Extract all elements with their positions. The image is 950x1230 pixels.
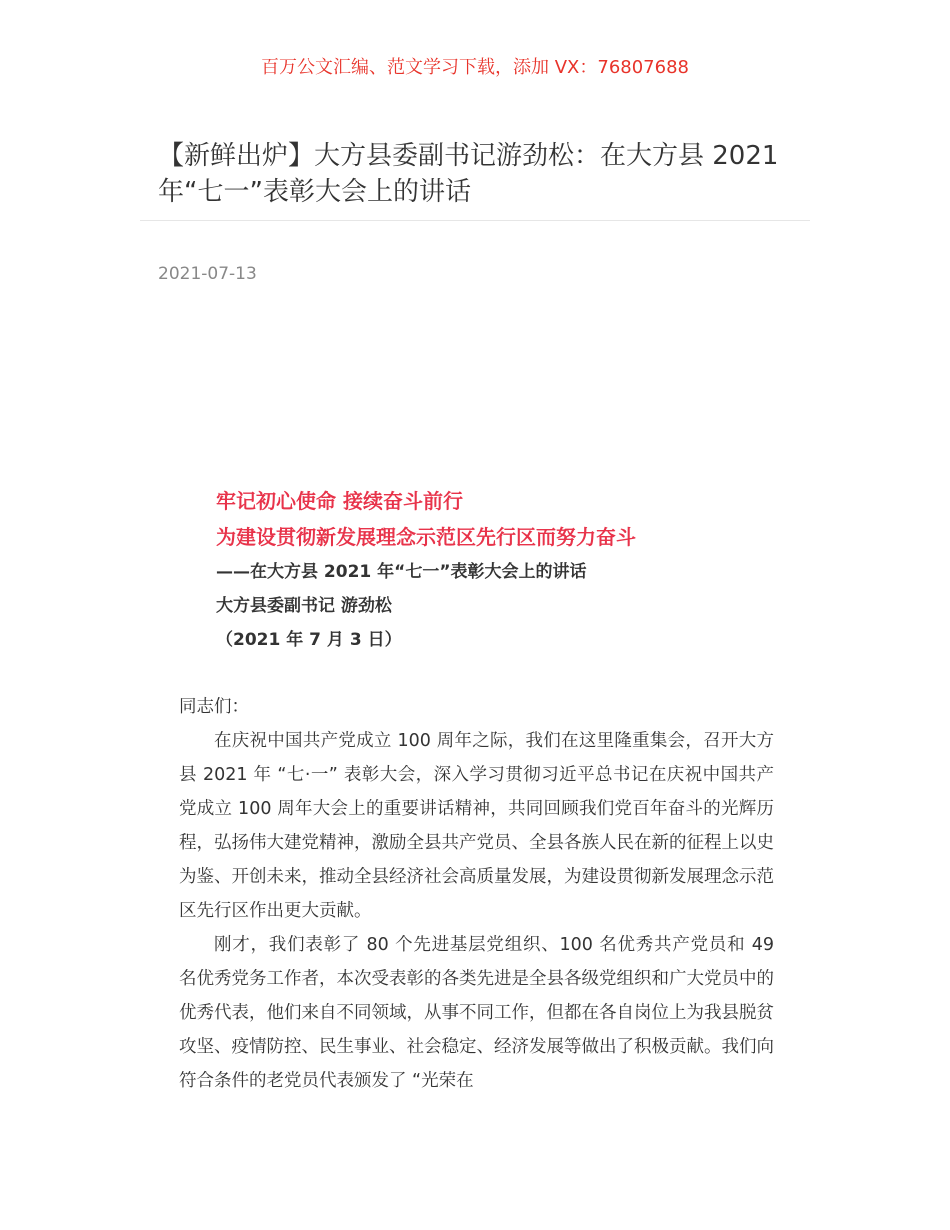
speech-header <box>216 483 816 657</box>
article-title: 【新鲜出炉】大方县委副书记游劲松：在大方县 2021 年“七一”表彰大会上的讲话 <box>158 141 779 207</box>
speech-headline-2: 为建设贯彻新发展理念示范区先行区而努力奋斗 <box>216 525 636 549</box>
speech-subtitle: ——在大方县 2021 年“七一”表彰大会上的讲话 <box>216 562 587 582</box>
speech-body <box>179 690 774 1098</box>
body-paragraph: 刚才，我们表彰了 80 个先进基层党组织、100 名优秀共产党员和 49 名优秀党务工作者，本次受表彰的各类先进是全县各级党组织和广大党员中的优秀代表，他们来自不同领域，从事不同工作，但都在各自岗位上为我县脱贫攻坚、疫情防控、民生事业、社会稳定、经济发展等做出了积极贡献。我们向符合条件的老党员代表颁发了 “光荣在 <box>179 935 774 1091</box>
speech-headline-1: 牢记初心使命 接续奋斗前行 <box>216 489 463 513</box>
speech-date: （2021 年 7 月 3 日） <box>216 630 402 650</box>
promo-banner: 百万公文汇编、范文学习下载，添加 VX：76807688 <box>261 57 689 78</box>
salutation: 同志们： <box>179 697 249 717</box>
title-divider <box>140 220 810 221</box>
body-paragraph: 在庆祝中国共产党成立 100 周年之际，我们在这里隆重集会，召开大方县 2021 年 “七·一” 表彰大会，深入学习贯彻习近平总书记在庆祝中国共产党成立 100 周年大会上的重要讲话精神，共同回顾我们党百年奋斗的光辉历程，弘扬伟大建党精神，激励全县共产党员、全县各族人民在新的征程上以史为鉴、开创未来，推动全县经济社会高质量发展，为建设贯彻新发展理念示范区先行区作出更大贡献。 <box>179 731 774 921</box>
speech-speaker: 大方县委副书记 游劲松 <box>216 596 392 616</box>
publish-date: 2021-07-13 <box>158 264 257 284</box>
